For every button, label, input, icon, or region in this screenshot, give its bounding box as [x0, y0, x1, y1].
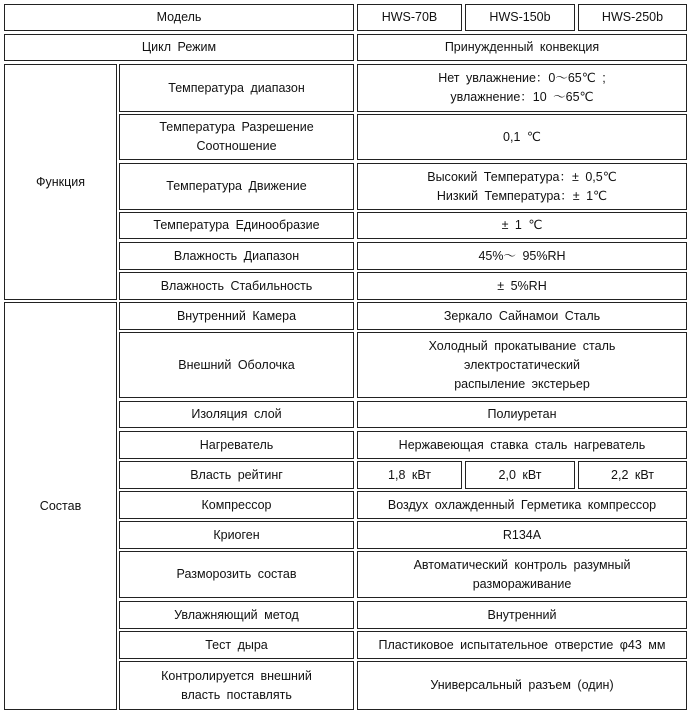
power-rating-hws-150b: 2,0 кВт: [465, 461, 575, 489]
spec-label: Влажность Стабильность: [119, 272, 354, 300]
spec-value: Нержавеющая ставка сталь нагреватель: [357, 431, 687, 459]
model-hws-250b: HWS-250b: [578, 4, 687, 31]
spec-value: 45%～ 95%RH: [357, 242, 687, 270]
spec-label: Криоген: [119, 521, 354, 549]
cycle-mode-label: Цикл Режим: [4, 34, 354, 61]
power-rating-hws-70b: 1,8 кВт: [357, 461, 462, 489]
spec-label: Компрессор: [119, 491, 354, 519]
spec-label: Тест дыра: [119, 631, 354, 659]
cycle-mode-value: Принужденный конвекция: [357, 34, 687, 61]
spec-label: Нагреватель: [119, 431, 354, 459]
model-header-label: Модель: [4, 4, 354, 31]
spec-value: Холодный прокатывание сталь электростатический распыление экстерьер: [357, 332, 687, 398]
spec-value: Универсальный разъем (один): [357, 661, 687, 710]
spec-value: ± 1 ℃: [357, 212, 687, 239]
composition-group-label: Состав: [4, 302, 117, 710]
spec-label: Контролируется внешний власть поставлять: [119, 661, 354, 710]
model-hws-150b: HWS-150b: [465, 4, 575, 31]
function-group-label: Функция: [4, 64, 117, 300]
spec-label: Власть рейтинг: [119, 461, 354, 489]
spec-label: Температура Движение: [119, 163, 354, 210]
spec-value: Зеркало Сайнамои Сталь: [357, 302, 687, 330]
spec-label: Увлажняющий метод: [119, 601, 354, 629]
spec-label: Внутренний Камера: [119, 302, 354, 330]
spec-label: Температура диапазон: [119, 64, 354, 112]
spec-value: Воздух охлажденный Герметика компрессор: [357, 491, 687, 519]
spec-value: Внутренний: [357, 601, 687, 629]
spec-label: Изоляция слой: [119, 401, 354, 428]
spec-label: Разморозить состав: [119, 551, 354, 598]
spec-label: Температура Единообразие: [119, 212, 354, 239]
spec-value: ± 5%RH: [357, 272, 687, 300]
spec-value: 0,1 ℃: [357, 114, 687, 160]
spec-value: Пластиковое испытательное отверстие φ43 мм: [357, 631, 687, 659]
power-rating-hws-250b: 2,2 кВт: [578, 461, 687, 489]
spec-value: Высокий Температура：± 0,5℃ Низкий Температура：± 1℃: [357, 163, 687, 210]
spec-label: Температура Разрешение Соотношение: [119, 114, 354, 160]
spec-value: R134A: [357, 521, 687, 549]
spec-label: Внешний Оболочка: [119, 332, 354, 398]
model-hws-70b: HWS-70B: [357, 4, 462, 31]
spec-value: Нет увлажнение：0～65℃ ; увлажнение：10 ～65℃: [357, 64, 687, 112]
spec-value: Полиуретан: [357, 401, 687, 428]
spec-label: Влажность Диапазон: [119, 242, 354, 270]
spec-value: Автоматический контроль разумный размораживание: [357, 551, 687, 598]
